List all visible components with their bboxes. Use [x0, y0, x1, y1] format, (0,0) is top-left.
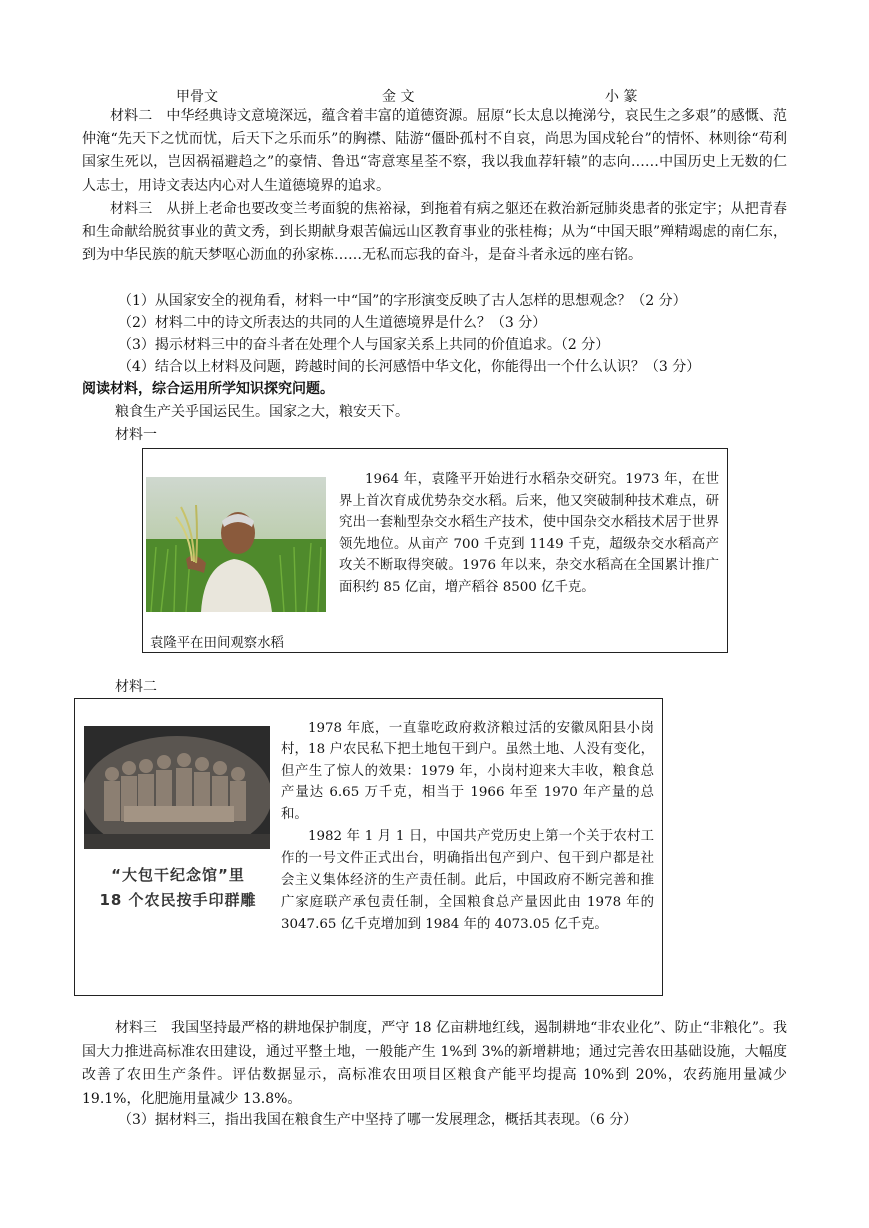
material-3-farmland: 材料三 我国坚持最严格的耕地保护制度，严守 18 亿亩耕地红线，遏制耕地“非农业化”、防止“非粮化”。我国大力推进高标准农田建设，通过平整土地，一般能产生 1%到 3%的新增耕地；通过完善农田基础设施，大幅度改善了农田生产条件。评估数据显示，高标准农田项目区粮食产能平均提高 10%到 20%，农药施用量减少 19.1%，化肥施用量减少 13.8%。	[82, 1020, 787, 1107]
rice-field-figure-image	[146, 477, 326, 612]
material-1-label: 材料一	[115, 427, 157, 443]
label-oracle-bone-script: 甲骨文	[176, 89, 218, 105]
label-seal-script: 小 篆	[605, 89, 638, 105]
question-3: （3）揭示材料三中的奋斗者在处理个人与国家关系上共同的价值追求。（2 分）	[118, 337, 610, 353]
sculpture-caption-line-1: “大包干纪念馆”里	[111, 866, 245, 884]
question-2: （2）材料二中的诗文所表达的共同的人生道德境界是什么？（3 分）	[118, 315, 547, 331]
material-2-label: 材料二	[115, 679, 157, 695]
label-bronze-script: 金 文	[382, 89, 415, 105]
question-1: （1）从国家安全的视角看，材料一中“国”的字形演变反映了古人怎样的思想观念？（2 分）	[118, 293, 687, 309]
question-food-3: （3）据材料三，指出我国在粮食生产中坚持了哪一发展理念，概括其表现。（6 分）	[118, 1112, 638, 1128]
material-2-poetry: 材料二 中华经典诗文意境深远，蕴含着丰富的道德资源。屈原“长太息以掩涕兮，哀民生之多艰”的感慨、范仲淹“先天下之忧而忧，后天下之乐而乐”的胸襟、陆游“僵卧孤村不自哀，尚思为国戍轮台”的情怀、林则徐“苟利国家生死以，岂因祸福避趋之”的豪情、鲁迅“寄意寒星荃不察，我以我血荐轩辕”的志向……中国历史上无数的仁人志士，用诗文表达内心对人生道德境界的追求。	[82, 108, 787, 194]
sculpture-caption-line-2: 18 个农民按手印群雕	[99, 891, 257, 909]
farmers-sculpture-image	[84, 726, 270, 849]
material-2-text-xiaogang: 1978 年底，一直靠吃政府救济粮过活的安徽凤阳县小岗村，18 户农民私下把土地包干到户。虽然土地、人没有变化，但产生了惊人的效果：1979 年，小岗村迎来大丰收，粮食总产量达 6.65 万千克，相当于 1966 年至 1970 年产量的总和。	[281, 721, 654, 822]
material-1-photo-caption: 袁隆平在田间观察水稻	[150, 636, 284, 651]
section-heading: 阅读材料，综合运用所学知识探究问题。	[82, 381, 334, 397]
section-intro: 粮食生产关乎国运民生。国家之大，粮安天下。	[115, 404, 409, 420]
sculpture-photo	[84, 726, 270, 849]
question-4: （4）结合以上材料及问题，跨越时间的长河感悟中华文化，你能得出一个什么认识？（3 分）	[118, 359, 701, 375]
yuan-longping-photo	[146, 477, 326, 612]
material-1-box	[142, 448, 728, 653]
material-1-text: 1964 年，袁隆平开始进行水稻杂交研究。1973 年，在世界上首次育成优势杂交水稻。后来，他又突破制种技术难点，研究出一套籼型杂交水稻生产技术，使中国杂交水稻技术居于世界领先地位。从亩产 700 千克到 1149 千克，超级杂交水稻高产攻关不断取得突破。1976 年以来，杂交水稻高在全国累计推广面积约 85 亿亩，增产稻谷 8500 亿千克。	[339, 472, 719, 595]
material-2-text-document: 1982 年 1 月 1 日，中国共产党历史上第一个关于农村工作的一号文件正式出台，明确指出包产到户、包干到户都是社会主义集体经济的生产责任制。此后，中国政府不断完善和推广家庭联产承包责任制，全国粮食总产量因此由 1978 年的 3047.65 亿千克增加到 1984 年的 4073.05 亿千克。	[281, 829, 654, 932]
material-3-strivers: 材料三 从拼上老命也要改变兰考面貌的焦裕禄，到拖着有病之躯还在救治新冠肺炎患者的张定宇；从把青春和生命献给脱贫事业的黄文秀，到长期献身艰苦偏远山区教育事业的张桂梅；从为“中国天眼”殚精竭虑的南仁东，到为中华民族的航天梦呕心沥血的孙家栋……无私而忘我的奋斗，是奋斗者永远的座右铭。	[82, 201, 787, 264]
material-2-box	[74, 698, 663, 996]
